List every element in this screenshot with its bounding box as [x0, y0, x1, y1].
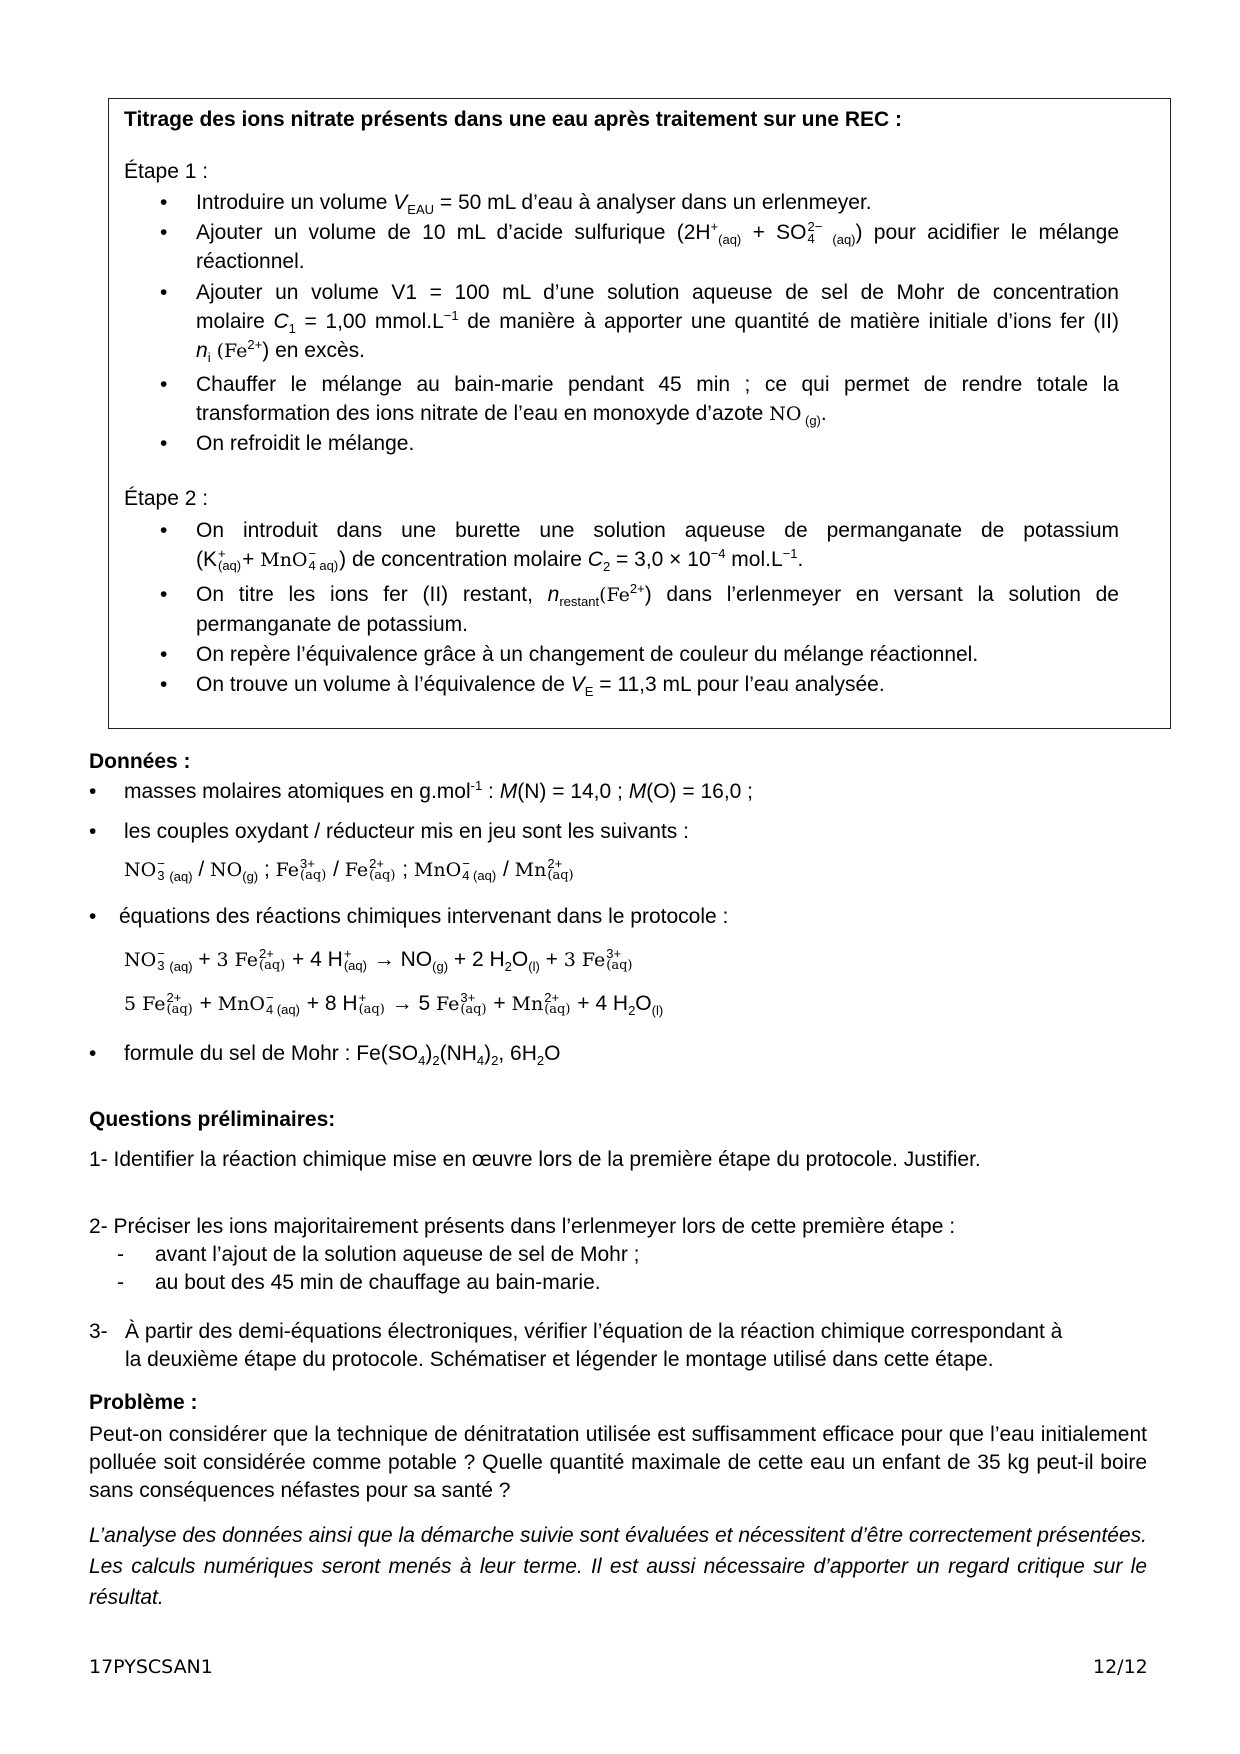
- question-2-item-a: avant l’ajout de la solution aqueuse de sel de Mohr ;: [155, 1243, 640, 1266]
- footer-page-number: 12/12: [1093, 1656, 1148, 1678]
- bullet-icon: •: [89, 1042, 97, 1065]
- equation-1: NO − 3 $_{(aq)}$ + 3 Fe 2+ (aq) + 4 H + (aq) → $NO_{(g)} + 2$ $H_2O_{(l)} + 3$ Fe 3+ (aq): [124, 946, 633, 975]
- bullet-icon: •: [160, 373, 168, 396]
- protocol-title: Titrage des ions nitrate présents dans une eau après traitement sur une REC :: [124, 108, 902, 131]
- probleme-heading: Problème :: [89, 1391, 198, 1414]
- bullet-icon: •: [89, 905, 97, 928]
- step1-label: Étape 1 :: [124, 160, 209, 183]
- bullet-icon: •: [89, 820, 97, 843]
- bullet-icon: •: [160, 432, 168, 455]
- question-3-line-2: la deuxième étape du protocole. Schématiser et légender le montage utilisé dans cette étape.: [125, 1348, 994, 1371]
- equation-2: 5 Fe 2+ (aq) + MnO − 4 (aq) + 8 H + (aq) → 5 Fe 3+ (aq) + Mn 2+ (aq) + 4 $H_2O_{(l)}$: [124, 990, 664, 1019]
- questions-heading: Questions préliminaires:: [89, 1108, 336, 1131]
- evaluation-note: L’analyse des données ainsi que la démarche suivie sont évaluées et nécessitent d’être correctement présentées. Les calculs numériques seront menés à leur terme. Il est aussi nécessaire d’apporter un regard critique sur le résultat.: [89, 1524, 1147, 1609]
- question-2-dash-b: -: [117, 1271, 124, 1294]
- bullet-icon: •: [160, 583, 168, 606]
- question-3-number: 3-: [89, 1320, 108, 1343]
- bullet-icon: •: [160, 519, 168, 542]
- bullet-icon: •: [160, 221, 168, 244]
- exam-page: Titrage des ions nitrate présents dans une eau après traitement sur une REC : Étape 1 : • Introduire un volume $V_{EAU} = 50$ mL d’eau à analyser dans un erlenmeyer. • Ajouter un volume de 10 mL d’acide sulfurique ($2H^+_{(aq)}$ + SO 2− 4 $_{(aq)}$) pour acidifier le mélange réactionnel. • Ajouter un volume V1 = 100 mL d’une solution aqueuse de sel de Mohr de concentration molaire $C_1 = 1,00$ $mmol.L^{-1}$ de manière à apporter une quantité de matière initiale d’ions fer (II) $n_i$ $(Fe^{2+})$ en excès. • Chauffer le mélange au bain-marie pendant 45 min ; ce qui permet de rendre totale la transformation des ions nitrate de l’eau en monoxyde d’azote NO $_{(g)}$. • On refroidit le mélange. Étape 2 : • On introduit dans une burette une solution aqueuse de permanganate de potassium (K + (aq) + MnO − 4 aq) ) de concentration molaire $C_2 = 3,0 \times 10^{-4}$ $mol.L^{-1}$. • On titre les ions fer (II) restant, $n_{restant}(Fe^{2+})$ dans l’erlenmeyer en versant la solution de permanganate de potassium. • On repère l’équivalence grâce à un changement de couleur du mélange réactionnel. • On trouve un volume à l’équivalence de $V_E = 11,3$ mL pour l’eau analysée. Données : • masses molaires atomiques en g.mol$^{-1}$ : M(N) = 14,0 ; M(O) = 16,0 ; • les couples oxydant / réducteur mis en jeu sont les suivants : NO − 3 $_{(aq)} / NO_{(g)}$ ; Fe 3+ (aq) / Fe 2+ (aq) ; MnO − 4 (aq) / Mn 2+ (aq) • équations des réactions chimiques intervenant dans le protocole : NO − 3 $_{(aq)}$ + 3 Fe 2+ (aq) + 4 H + (aq) → $NO_{(g)} + 2$ $H_2O_{(l)} + 3$ Fe 3+ (aq) 5 Fe 2+ (aq) + MnO − 4 (aq) + 8 H + (aq) → 5 Fe 3+ (aq) + Mn 2+ (aq) + 4 $H_2O_{(l)}$ • formule du sel de Mohr : $Fe(SO_4)_2(NH_4)_2$, $6H_2O$ Questions préliminaires: 1- Identifier la réaction chimique mise en œuvre lors de la première étape du protocole. Justifier. 2- Préciser les ions majoritairement présents dans l’erlenmeyer lors de cette première étape : - avant l’ajout de la solution aqueuse de sel de Mohr ; - au bout des 45 min de chauffage au bain-marie. 3- À partir des demi-équations électroniques, vérifier l’équation de la réaction chimique correspondant à la deuxième étape du protocole. Schématiser et légender le montage utilisé dans cette étape. Problème : Peut-on considérer que la technique de dénitratation utilisée est suffisamment efficace pour que l’eau initialement polluée soit considérée comme potable ? Quelle quantité maximale de cette eau un enfant de 35 kg peut-il boire sans conséquences néfastes pour sa santé ? L’analyse des données ainsi que la démarche suivie sont évaluées et nécessitent d’être correctement présentées. Les calculs numériques seront menés à leur terme. Il est aussi nécessaire d’apporter un regard critique sur le résultat. 17PYSCSAN1 12/12: [0, 0, 1240, 1754]
- donnees-heading: Données :: [89, 750, 191, 773]
- question-2-item-b: au bout des 45 min de chauffage au bain-marie.: [155, 1271, 601, 1294]
- question-3-line-1: À partir des demi-équations électroniques, vérifier l’équation de la réaction chimique correspondant à: [125, 1320, 1063, 1343]
- bullet-icon: •: [160, 643, 168, 666]
- probleme-text: Peut-on considérer que la technique de dénitratation utilisée est suffisamment efficace pour que l’eau initialement polluée soit considérée comme potable ? Quelle quantité maximale de cette eau un enfant de 35 kg peut-il boire sans conséquences néfastes pour sa santé ?: [89, 1423, 1147, 1502]
- redox-couples: NO − 3 $_{(aq)} / NO_{(g)}$ ; Fe 3+ (aq) / Fe 2+ (aq) ; MnO − 4 (aq) / Mn 2+ (aq): [124, 856, 574, 885]
- bullet-icon: •: [160, 191, 168, 214]
- bullet-icon: •: [160, 281, 168, 304]
- bullet-icon: •: [89, 780, 97, 803]
- step2-label: Étape 2 :: [124, 487, 209, 510]
- question-2: 2- Préciser les ions majoritairement présents dans l’erlenmeyer lors de cette première étape :: [89, 1215, 956, 1238]
- footer-code: 17PYSCSAN1: [89, 1656, 213, 1678]
- question-2-dash-a: -: [117, 1243, 124, 1266]
- question-1: 1- Identifier la réaction chimique mise en œuvre lors de la première étape du protocole. Justifier.: [89, 1148, 981, 1171]
- bullet-icon: •: [160, 673, 168, 696]
